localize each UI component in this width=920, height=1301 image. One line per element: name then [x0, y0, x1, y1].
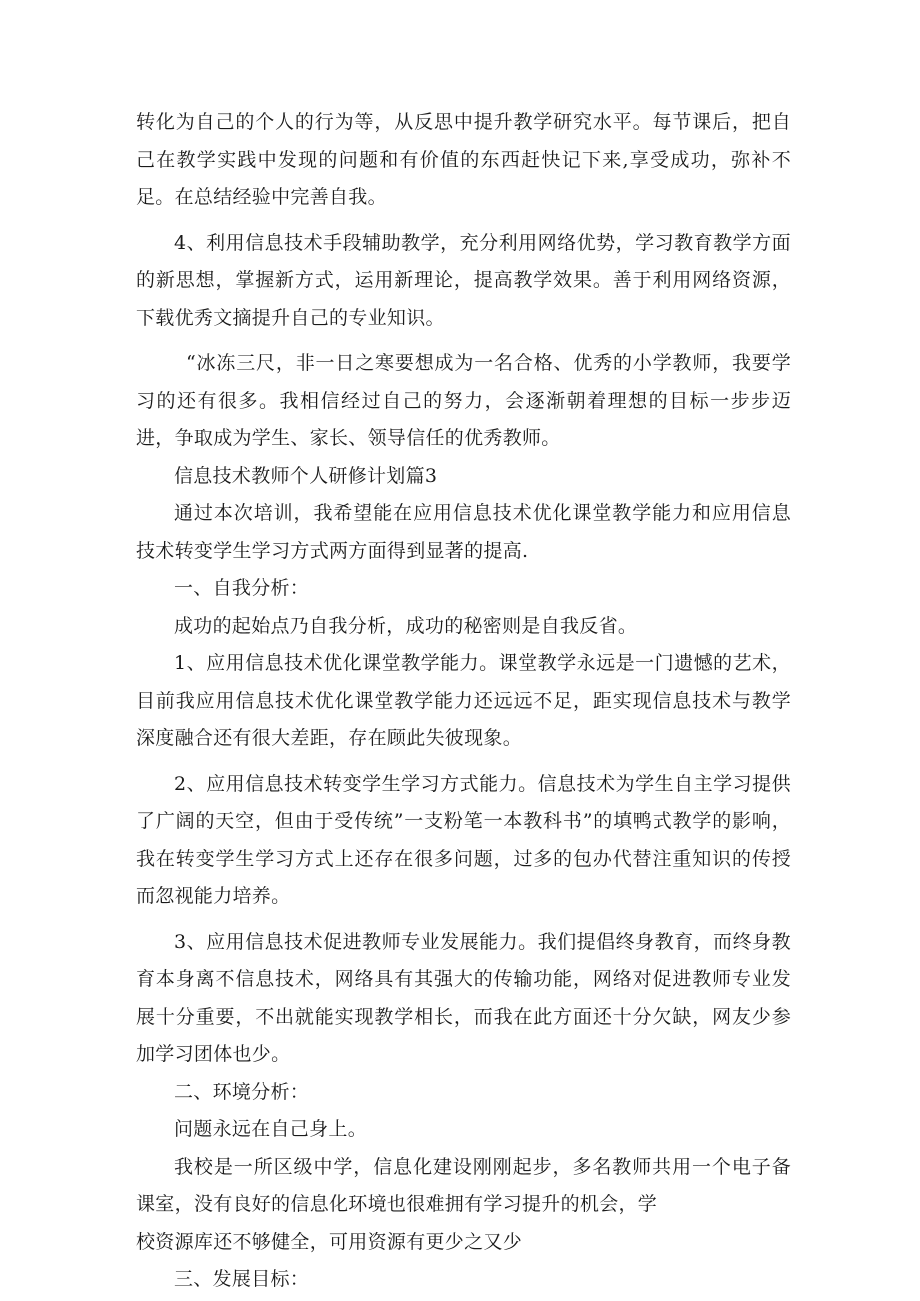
heading-development-goals: 三、发展目标：: [174, 1268, 310, 1290]
paragraph-item-2: 2、应用信息技术转变学生学习方式能力。信息技术为学生自主学习提供了广阔的天空，但由于受传统”一支粉笔一本教科书”的填鸭式教学的影响，我在转变学生学习方式上还存在很多问题，过多的包办代替注重知识的传授而忽视能力培养。: [136, 772, 791, 907]
paragraph-school-resources: 校资源库还不够健全，可用资源有更少之又少: [136, 1230, 523, 1253]
heading-self-analysis: 一、自我分析：: [174, 577, 310, 599]
heading-environment-analysis: 二、环境分析：: [174, 1080, 310, 1103]
paragraph-environment-intro: 问题永远在自己身上。: [174, 1118, 368, 1140]
paragraph-school-environment: 我校是一所区级中学，信息化建设刚刚起步，多名教师共用一个电子备课室，没有良好的信息化环境也很难拥有学习提升的机会，学: [136, 1155, 791, 1215]
paragraph-item-3: 3、应用信息技术促进教师专业发展能力。我们提倡终身教育，而终身教育本身离不信息技术，网络具有其强大的传输功能，网络对促进教师专业发展十分重要，不出就能实现教学相长，而我在此方面还十分欠缺，网友少参加学习团体也少。: [136, 930, 791, 1065]
section-title-plan-3: 信息技术教师个人研修计划篇3: [174, 464, 438, 487]
paragraph-training-goal: 通过本次培训，我希望能在应用信息技术优化课堂教学能力和应用信息技术转变学生学习方式两方面得到显著的提高.: [136, 502, 791, 562]
paragraph-self-analysis-intro: 成功的起始点乃自我分析，成功的秘密则是自我反省。: [174, 614, 638, 637]
paragraph-item-1: 1、应用信息技术优化课堂教学能力。课堂教学永远是一门遗憾的艺术，目前我应用信息技术优化课堂教学能力还远远不足，距实现信息技术与教学深度融合还有很大差距，存在顾此失彼现象。: [136, 652, 791, 749]
paragraph-item-4: 4、利用信息技术手段辅助教学，充分利用网络优势，学习教育教学方面的新思想，掌握新方式，运用新理论，提高教学效果。善于利用网络资源，下载优秀文摘提升自己的专业知识。: [136, 231, 791, 329]
paragraph-reflection-continued: 转化为自己的个人的行为等，从反思中提升教学研究水平。每节课后，把自己在教学实践中发现的问题和有价值的东西赶快记下来,享受成功，弥补不足。在总结经验中完善自我。: [136, 111, 791, 208]
paragraph-closing-quote: “冰冻三尺，非一日之寒要想成为一名合格、优秀的小学教师，我要学习的还有很多。我相信经过自己的努力，会逐渐朝着理想的目标一步步迈进，争取成为学生、家长、领导信任的优秀教师。: [136, 352, 791, 449]
document-body: [136, 104, 791, 1299]
